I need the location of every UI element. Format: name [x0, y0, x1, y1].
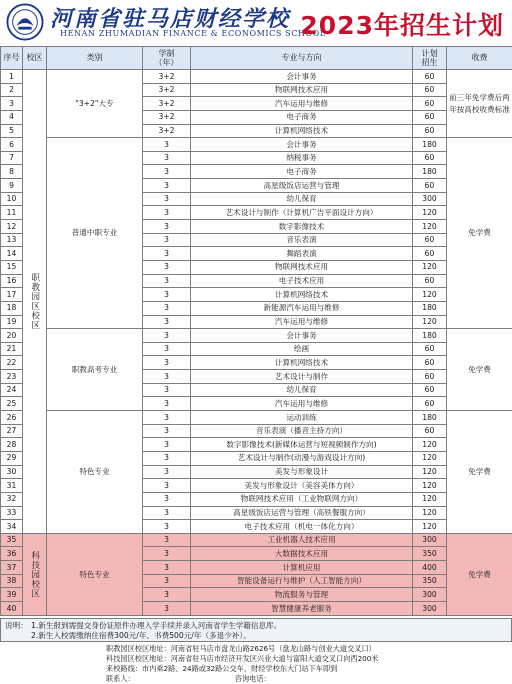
duration-cell: 3 [143, 492, 191, 506]
quota-cell: 60 [413, 342, 447, 356]
major-cell: 音乐表演（播音主持方向） [191, 424, 413, 438]
major-cell: 数字影像技术 [191, 220, 413, 234]
note-line-2 [5, 631, 507, 641]
quota-cell: 180 [413, 329, 447, 343]
quota-cell: 120 [413, 260, 447, 274]
duration-cell: 3 [143, 301, 191, 315]
row-number: 25 [1, 397, 23, 411]
note-text-2: 2.新生入校需缴纳住宿费300元/年、书费500元/年（多退少补）。 [31, 631, 251, 640]
row-number: 24 [1, 383, 23, 397]
enrollment-table [0, 46, 512, 616]
major-cell: 智慧健康养老服务 [191, 601, 413, 615]
major-cell: 大数据技术应用 [191, 547, 413, 561]
quota-cell: 60 [413, 383, 447, 397]
fee-cell: 免学费 [447, 533, 512, 615]
quota-cell: 60 [413, 274, 447, 288]
contact-phone-label: 咨询电话： [234, 674, 271, 683]
row-number: 17 [1, 288, 23, 302]
row-number: 31 [1, 479, 23, 493]
category-cell: 特色专业 [47, 411, 143, 534]
row-number: 15 [1, 260, 23, 274]
major-cell: 幼儿保育 [191, 383, 413, 397]
row-number: 36 [1, 547, 23, 561]
duration-cell: 3 [143, 370, 191, 384]
row-number: 11 [1, 206, 23, 220]
row-number: 21 [1, 342, 23, 356]
duration-cell: 3 [143, 601, 191, 615]
duration-cell: 3 [143, 465, 191, 479]
duration-cell: 3+2 [143, 110, 191, 124]
row-number: 23 [1, 370, 23, 384]
major-cell: 艺术设计与制作 [191, 370, 413, 384]
table-row [1, 411, 512, 425]
row-number: 1 [1, 70, 23, 84]
major-cell: 高星级饭店运营与管理 [191, 179, 413, 193]
major-cell: 绘画 [191, 342, 413, 356]
duration-cell: 3 [143, 424, 191, 438]
row-number: 6 [1, 138, 23, 152]
category-cell: 职教高考专业 [47, 329, 143, 411]
quota-cell: 350 [413, 547, 447, 561]
major-cell: 艺术设计与制作(动漫与游戏设计方向) [191, 451, 413, 465]
duration-cell: 3 [143, 165, 191, 179]
major-cell: 智能设备运行与维护（人工智能方向） [191, 574, 413, 588]
row-number: 9 [1, 179, 23, 193]
duration-cell: 3+2 [143, 83, 191, 97]
quota-cell: 60 [413, 356, 447, 370]
major-cell: 纳税事务 [191, 151, 413, 165]
quota-cell: 60 [413, 370, 447, 384]
page-header [0, 0, 512, 46]
row-number: 19 [1, 315, 23, 329]
duration-cell: 3 [143, 574, 191, 588]
major-cell: 高星级饭店运营与管理（高铁餐服方向） [191, 506, 413, 520]
row-number: 12 [1, 220, 23, 234]
category-cell: 普通中职专业 [47, 138, 143, 329]
row-number: 13 [1, 233, 23, 247]
duration-cell: 3 [143, 206, 191, 220]
quota-cell: 60 [413, 97, 447, 111]
quota-cell: 180 [413, 301, 447, 315]
fee-cell: 免学费 [447, 411, 512, 534]
duration-cell: 3 [143, 233, 191, 247]
duration-cell: 3 [143, 520, 191, 534]
quota-cell: 120 [413, 492, 447, 506]
quota-cell: 60 [413, 124, 447, 138]
contact-person-label: 联系人： [106, 674, 135, 683]
category-cell: 特色专业 [47, 533, 143, 615]
major-cell: 汽车运用与维修 [191, 97, 413, 111]
quota-cell: 60 [413, 397, 447, 411]
major-cell: 计算机网络技术 [191, 288, 413, 302]
quota-cell: 120 [413, 451, 447, 465]
row-number: 26 [1, 411, 23, 425]
row-number: 22 [1, 356, 23, 370]
quota-cell: 60 [413, 83, 447, 97]
row-number: 28 [1, 438, 23, 452]
major-cell: 工业机器人技术应用 [191, 533, 413, 547]
quota-cell: 60 [413, 151, 447, 165]
quota-cell: 60 [413, 179, 447, 193]
duration-cell: 3 [143, 315, 191, 329]
row-number: 20 [1, 329, 23, 343]
major-cell: 舞蹈表演 [191, 247, 413, 261]
quota-cell: 120 [413, 315, 447, 329]
major-cell: 运动训练 [191, 411, 413, 425]
duration-cell: 3 [143, 274, 191, 288]
major-cell: 计算机应用 [191, 561, 413, 575]
duration-cell: 3 [143, 451, 191, 465]
notes-label: 说明： [5, 621, 28, 630]
notes-box [0, 618, 512, 642]
quota-cell: 120 [413, 479, 447, 493]
major-cell: 电子商务 [191, 165, 413, 179]
duration-cell: 3 [143, 288, 191, 302]
header-campus: 校区 [23, 47, 47, 70]
header-duration-line1: 学制 [158, 48, 175, 58]
duration-cell: 3 [143, 179, 191, 193]
duration-cell: 3+2 [143, 124, 191, 138]
quota-cell: 300 [413, 588, 447, 602]
quota-cell: 180 [413, 411, 447, 425]
row-number: 39 [1, 588, 23, 602]
footer [0, 618, 512, 684]
duration-cell: 3 [143, 247, 191, 261]
row-number: 3 [1, 97, 23, 111]
quota-cell: 60 [413, 110, 447, 124]
quota-cell: 120 [413, 206, 447, 220]
row-number: 40 [1, 601, 23, 615]
quota-cell: 400 [413, 561, 447, 575]
quota-cell: 120 [413, 520, 447, 534]
school-name-cn: 河南省驻马店财经学校 [50, 6, 291, 32]
header-quota [413, 47, 447, 70]
quota-cell: 120 [413, 220, 447, 234]
row-number: 16 [1, 274, 23, 288]
major-cell: 物流服务与管理 [191, 588, 413, 602]
quota-cell: 180 [413, 165, 447, 179]
major-cell: 物联网技术应用 [191, 260, 413, 274]
duration-cell: 3 [143, 588, 191, 602]
major-cell: 数字影像技术(新媒体运营与短视频制作方向) [191, 438, 413, 452]
header-quota-line2: 招生 [421, 57, 438, 67]
contact-address-1: 职教园区校区地址：河南省驻马店市盘龙山路2626号（盘龙山路与创业大道交叉口） [106, 644, 376, 653]
category-cell: "3+2"大专 [47, 70, 143, 138]
campus-cell: 科技园校区 [23, 533, 47, 615]
header-duration [143, 47, 191, 70]
quota-cell: 60 [413, 233, 447, 247]
duration-cell: 3 [143, 547, 191, 561]
duration-cell: 3+2 [143, 70, 191, 84]
plan-title: 2023年招生计划 [300, 11, 504, 40]
major-cell: 汽车运用与维修 [191, 315, 413, 329]
quota-cell: 60 [413, 247, 447, 261]
school-name-en: HENAN ZHUMADIAN FINANCE & ECONOMICS SCHOOL [60, 29, 326, 38]
duration-cell: 3 [143, 138, 191, 152]
major-cell: 会计事务 [191, 138, 413, 152]
quota-cell: 60 [413, 424, 447, 438]
fee-cell: 前三年免学费后两年按高校收费标准 [447, 70, 512, 138]
major-cell: 艺术设计与制作（计算机广告平面设计方向） [191, 206, 413, 220]
duration-cell: 3 [143, 151, 191, 165]
header-category: 类别 [47, 47, 143, 70]
row-number: 38 [1, 574, 23, 588]
major-cell: 电子商务 [191, 110, 413, 124]
contact-people-row [106, 674, 512, 684]
row-number: 10 [1, 192, 23, 206]
duration-cell: 3 [143, 397, 191, 411]
header-duration-line2: （年） [154, 57, 179, 67]
row-number: 27 [1, 424, 23, 438]
quota-cell: 120 [413, 288, 447, 302]
note-line-1 [5, 621, 507, 631]
row-number: 5 [1, 124, 23, 138]
contact-route: 来校路线：市内乘2路、24路或32路公交车，财经学校东大门站下车即到 [106, 664, 338, 673]
major-cell: 物联网技术应用（工业物联网方向） [191, 492, 413, 506]
duration-cell: 3 [143, 356, 191, 370]
duration-cell: 3 [143, 192, 191, 206]
header-quota-line1: 计划 [421, 48, 438, 58]
fee-cell: 免学费 [447, 138, 512, 329]
table-row [1, 138, 512, 152]
school-logo-icon [6, 3, 44, 41]
row-number: 8 [1, 165, 23, 179]
duration-cell: 3 [143, 329, 191, 343]
header-fee: 收费 [447, 47, 512, 70]
major-cell: 计算机网络技术 [191, 356, 413, 370]
duration-cell: 3 [143, 533, 191, 547]
quota-cell: 180 [413, 138, 447, 152]
duration-cell: 3 [143, 260, 191, 274]
row-number: 29 [1, 451, 23, 465]
row-number: 4 [1, 110, 23, 124]
quota-cell: 300 [413, 533, 447, 547]
duration-cell: 3+2 [143, 97, 191, 111]
duration-cell: 3 [143, 561, 191, 575]
duration-cell: 3 [143, 479, 191, 493]
row-number: 18 [1, 301, 23, 315]
quota-cell: 300 [413, 192, 447, 206]
duration-cell: 3 [143, 438, 191, 452]
header-major: 专业与方向 [191, 47, 413, 70]
quota-cell: 350 [413, 574, 447, 588]
major-cell: 汽车运用与维修 [191, 397, 413, 411]
major-cell: 电子技术应用 [191, 274, 413, 288]
duration-cell: 3 [143, 506, 191, 520]
note-text-1: 1.新生报到需提交身份证原件办理入学手续并录入河南省学生学籍信息库。 [31, 621, 282, 630]
quota-cell: 120 [413, 465, 447, 479]
campus-cell: 职教园区校区 [23, 70, 47, 534]
major-cell: 美发与形象设计（美容美体方向） [191, 479, 413, 493]
row-number: 35 [1, 533, 23, 547]
row-number: 32 [1, 492, 23, 506]
duration-cell: 3 [143, 411, 191, 425]
row-number: 33 [1, 506, 23, 520]
duration-cell: 3 [143, 220, 191, 234]
fee-cell: 免学费 [447, 329, 512, 411]
major-cell: 会计事务 [191, 329, 413, 343]
contact-address-2: 科技园区校区地址：河南省驻马店市经济开发区兴业大道与富阳大道交叉口向西200米 [106, 654, 379, 663]
row-number: 34 [1, 520, 23, 534]
major-cell: 新能源汽车运用与维修 [191, 301, 413, 315]
duration-cell: 3 [143, 342, 191, 356]
major-cell: 物联网技术应用 [191, 83, 413, 97]
major-cell: 电子技术应用（机电一体化方向） [191, 520, 413, 534]
row-number: 37 [1, 561, 23, 575]
major-cell: 音乐表演 [191, 233, 413, 247]
quota-cell: 120 [413, 506, 447, 520]
major-cell: 美发与形象设计 [191, 465, 413, 479]
row-number: 2 [1, 83, 23, 97]
major-cell: 幼儿保育 [191, 192, 413, 206]
quota-cell: 300 [413, 601, 447, 615]
row-number: 14 [1, 247, 23, 261]
duration-cell: 3 [143, 383, 191, 397]
major-cell: 会计事务 [191, 70, 413, 84]
contact-info [0, 642, 512, 684]
header-no: 序号 [1, 47, 23, 70]
major-cell: 计算机网络技术 [191, 124, 413, 138]
table-row [1, 70, 512, 84]
quota-cell: 60 [413, 70, 447, 84]
row-number: 7 [1, 151, 23, 165]
table-row [1, 329, 512, 343]
row-number: 30 [1, 465, 23, 479]
table-body [1, 70, 512, 616]
table-row [1, 533, 512, 547]
table-header-row [1, 47, 512, 70]
quota-cell: 120 [413, 438, 447, 452]
